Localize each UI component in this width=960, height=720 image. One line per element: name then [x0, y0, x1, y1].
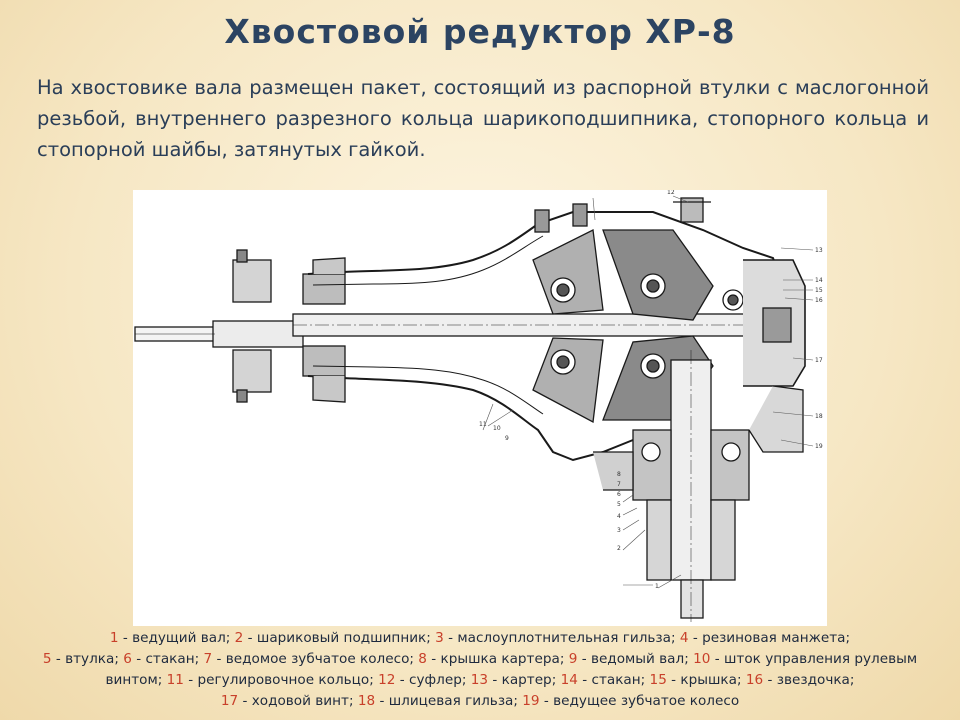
- legend-item: 3 - маслоуплотнительная гильза;: [435, 630, 680, 646]
- legend-item: 16 - звездочка;: [745, 672, 855, 688]
- callout-14: 14: [815, 277, 823, 284]
- callout-17: 17: [815, 357, 823, 364]
- legend-item: 6 - стакан;: [123, 651, 204, 667]
- legend-item: 7 - ведомое зубчатое колесо;: [203, 651, 419, 667]
- gearbox-drawing: [133, 190, 827, 626]
- callout-6: 6: [617, 491, 621, 498]
- callout-12: 12: [667, 190, 675, 196]
- callout-15: 15: [815, 287, 823, 294]
- callout-8: 8: [617, 471, 621, 478]
- legend-item: 8 - крышка картера;: [418, 651, 569, 667]
- parts-legend: [20, 628, 940, 712]
- slide-body-text: На хвостовике вала размещен пакет, состоящий из распорной втулки с маслогонной резьбой, внутреннего разрезного кольца шарикоподшипника, стопорного кольца и стопорной шайбы, затянутых гайкой.: [37, 76, 929, 161]
- callout-18: 18: [815, 413, 823, 420]
- legend-item: 17 - ходовой винт;: [220, 693, 358, 709]
- legend-item: 10 - шток управления рулевым винтом;: [105, 651, 918, 688]
- callout-1: 1: [655, 583, 659, 590]
- callout-7: 7: [617, 481, 621, 488]
- legend-item: 2 - шариковый подшипник;: [234, 630, 436, 646]
- callout-13: 13: [815, 247, 823, 254]
- legend-item: 9 - ведомый вал;: [568, 651, 694, 667]
- legend-item: 5 - втулка;: [42, 651, 124, 667]
- legend-item: 4 - резиновая манжета;: [679, 630, 851, 646]
- legend-item: 13 - картер;: [470, 672, 561, 688]
- gearbox-cross-section: [133, 190, 827, 626]
- callout-2: 2: [617, 545, 621, 552]
- legend-item: 14 - стакан;: [560, 672, 650, 688]
- slide-title: Хвостовой редуктор ХР-8: [224, 12, 736, 51]
- legend-item: 15 - крышка;: [649, 672, 746, 688]
- legend-item: 19 - ведущее зубчатое колесо: [522, 693, 740, 709]
- legend-item: 18 - шлицевая гильза;: [357, 693, 523, 709]
- callout-3: 3: [617, 527, 621, 534]
- callout-9: 9: [505, 435, 509, 442]
- callout-11: 11: [479, 421, 487, 428]
- legend-item: 11 - регулировочное кольцо;: [166, 672, 379, 688]
- callout-19: 19: [815, 443, 823, 450]
- legend-item: 12 - суфлер;: [378, 672, 471, 688]
- legend-item: 1 - ведущий вал;: [109, 630, 235, 646]
- callout-4: 4: [617, 513, 621, 520]
- callout-5: 5: [617, 501, 621, 508]
- callout-16: 16: [815, 297, 823, 304]
- callout-10: 10: [493, 425, 501, 432]
